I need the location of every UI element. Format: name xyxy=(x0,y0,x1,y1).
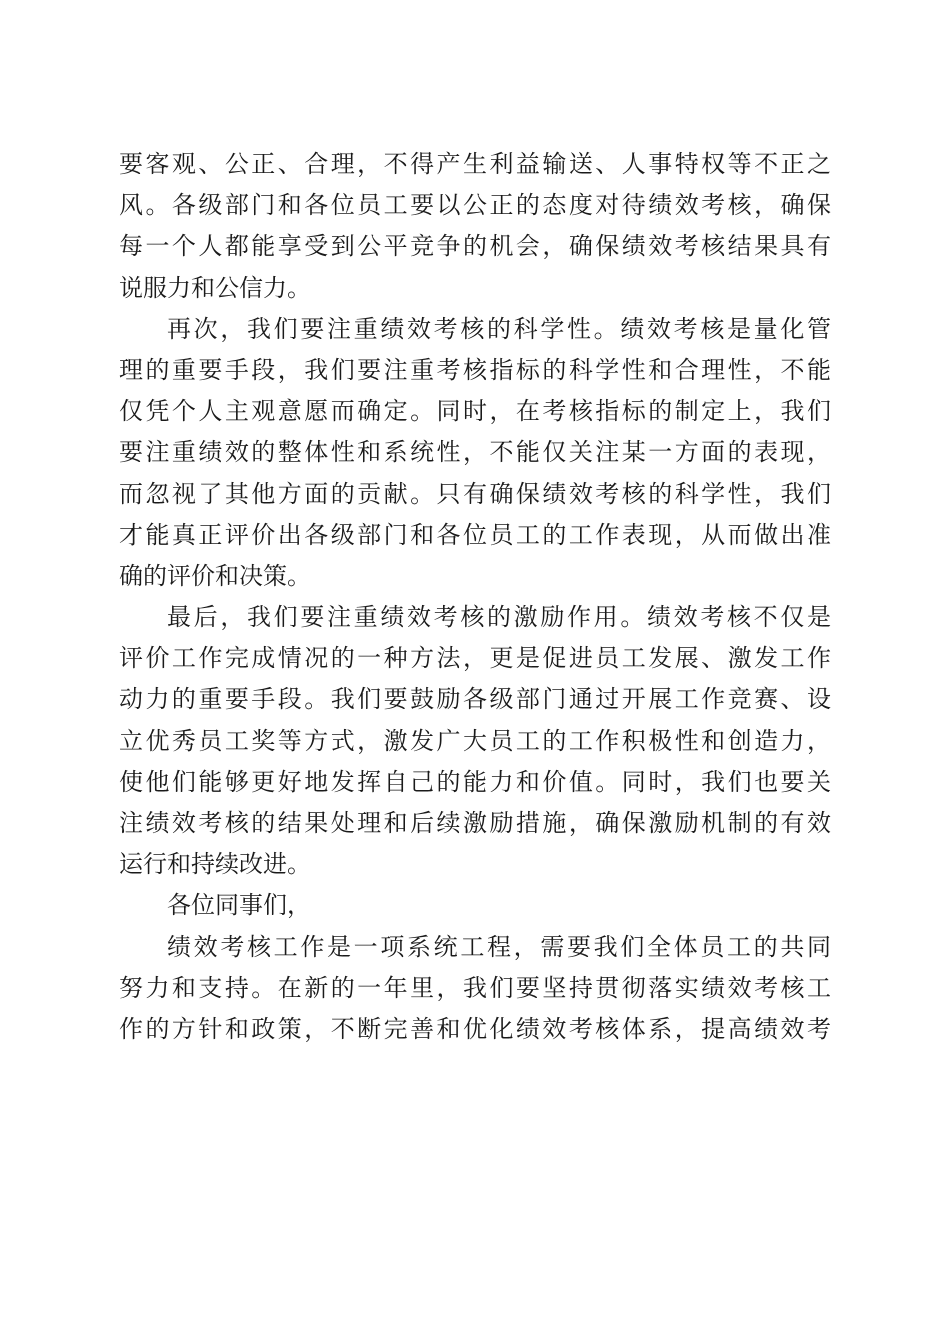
body-text xyxy=(119,144,831,1050)
text-line: 注绩效考核的结果处理和后续激励措施，确保激励机制的有效 xyxy=(119,809,831,837)
text-line: 风。各级部门和各位员工要以公正的态度对待绩效考核，确保 xyxy=(119,191,831,220)
text-line: 运行和持续改进。 xyxy=(119,850,311,879)
text-line: 再次，我们要注重绩效考核的科学性。绩效考核是量化管 xyxy=(167,314,831,343)
text-line: 每一个人都能享受到公平竞争的机会，确保绩效考核结果具有 xyxy=(119,232,831,261)
text-line: 说服力和公信力。 xyxy=(119,273,311,302)
text-line: 确的评价和决策。 xyxy=(119,561,311,590)
text-line: 才能真正评价出各级部门和各位员工的工作表现，从而做出准 xyxy=(119,520,831,549)
text-line: 使他们能够更好地发挥自己的能力和价值。同时，我们也要关 xyxy=(119,767,831,796)
text-line: 努力和支持。在新的一年里，我们要坚持贯彻落实绩效考核工 xyxy=(119,973,831,1002)
text-line: 动力的重要手段。我们要鼓励各级部门通过开展工作竞赛、设 xyxy=(119,685,831,714)
text-line: 理的重要手段，我们要注重考核指标的科学性和合理性，不能 xyxy=(119,355,831,384)
text-line: 作的方针和政策，不断完善和优化绩效考核体系，提高绩效考 xyxy=(119,1014,831,1043)
text-line: 最后，我们要注重绩效考核的激励作用。绩效考核不仅是 xyxy=(167,603,831,632)
text-line: 而忽视了其他方面的贡献。只有确保绩效考核的科学性，我们 xyxy=(119,479,831,508)
text-line: 各位同事们， xyxy=(167,891,311,920)
text-line: 要客观、公正、合理，不得产生利益输送、人事特权等不正之 xyxy=(119,150,831,178)
text-line: 要注重绩效的整体性和系统性，不能仅关注某一方面的表现， xyxy=(119,438,831,467)
text-line: 绩效考核工作是一项系统工程，需要我们全体员工的共同 xyxy=(167,932,831,961)
text-line: 立优秀员工奖等方式，激发广大员工的工作积极性和创造力， xyxy=(119,726,831,755)
text-line: 评价工作完成情况的一种方法，更是促进员工发展、激发工作 xyxy=(119,644,831,673)
text-line: 仅凭个人主观意愿而确定。同时，在考核指标的制定上，我们 xyxy=(119,397,831,426)
